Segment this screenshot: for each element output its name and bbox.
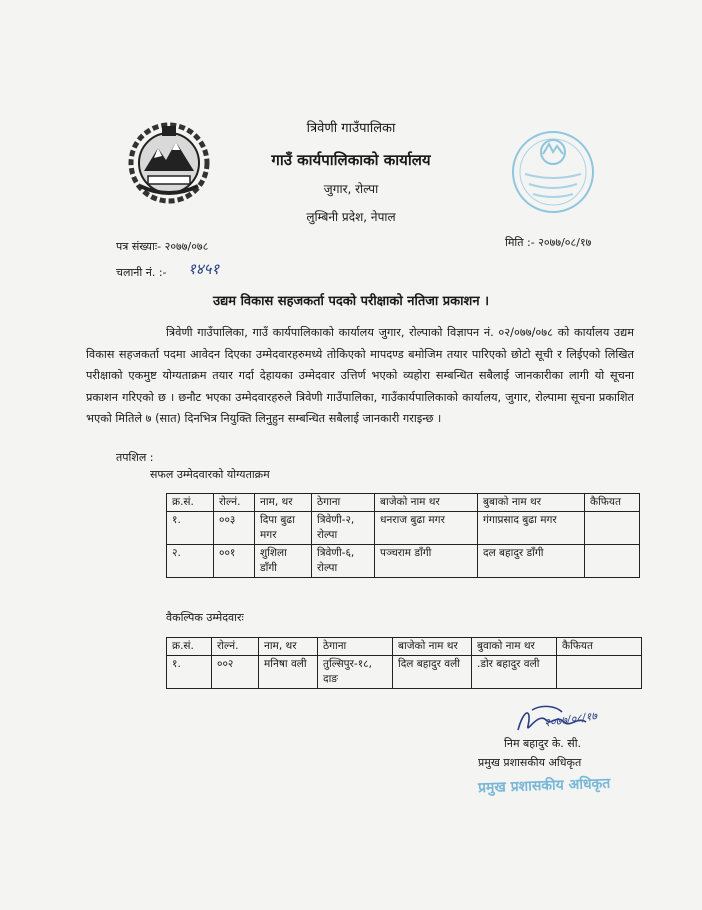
cell-serial: १. — [167, 656, 212, 689]
table1-caption: सफल उम्मेदवारको योग्यताक्रम — [150, 468, 270, 481]
cell-serial: १. — [167, 512, 214, 545]
col-father: बुवाको नाम थर — [472, 638, 557, 656]
cell-name: मनिषा वली — [259, 656, 318, 689]
cell-remarks — [585, 545, 640, 578]
cell-serial: २. — [167, 545, 214, 578]
table-row — [167, 656, 642, 689]
subject-line: उद्यम विकास सहजकर्ता पदको परीक्षाको नतिजा प्रकाशन । — [212, 294, 490, 309]
dispatch-label: चलानी नं. :- — [116, 266, 167, 279]
signatory-name: निम बहादुर के. सी. — [504, 737, 582, 750]
col-name: नाम, थर — [255, 494, 312, 512]
province-address: लुम्बिनी प्रदेश, नेपाल — [306, 210, 396, 224]
col-remarks: कैफियत — [557, 638, 642, 656]
table-row — [167, 545, 640, 578]
col-father: बुबाको नाम थर — [478, 494, 585, 512]
col-serial: क्र.सं. — [167, 638, 212, 656]
col-address: ठेगाना — [312, 494, 375, 512]
col-name: नाम, थर — [259, 638, 318, 656]
office-address: जुगार, रोल्पा — [323, 182, 379, 196]
col-serial: क्र.सं. — [167, 494, 214, 512]
cell-address: त्रिवेणी-२, रोल्पा — [312, 512, 375, 545]
table-row — [167, 512, 640, 545]
cell-father: गंगाप्रसाद बुढा मगर — [478, 512, 585, 545]
col-remarks: कैफियत — [585, 494, 640, 512]
col-roll: रोल्नं. — [212, 638, 259, 656]
cell-address: त्रिवेणी-६, रोल्पा — [312, 545, 375, 578]
col-address: ठेगाना — [318, 638, 393, 656]
cell-remarks — [585, 512, 640, 545]
alternate-candidates-table — [166, 637, 642, 689]
cell-grandfather: दिल बहादुर वली — [393, 656, 472, 689]
signatory-title: प्रमुख प्रशासकीय अधिकृत — [478, 756, 582, 769]
office-seal-stamp-icon — [505, 124, 605, 219]
official-title-stamp: प्रमुख प्रशासकीय अधिकृत — [477, 775, 611, 797]
cell-roll: ००३ — [214, 512, 255, 545]
cell-roll: ००२ — [212, 656, 259, 689]
col-grandfather: बाजेको नाम थर — [375, 494, 478, 512]
cell-address: तुल्सिपुर-१८, दाङ — [318, 656, 393, 689]
cell-roll: ००१ — [214, 545, 255, 578]
office-name: गाउँ कार्यपालिकाको कार्यालय — [271, 151, 431, 169]
cell-father: दल बहादुर डाँगी — [478, 545, 585, 578]
col-grandfather: बाजेको नाम थर — [393, 638, 472, 656]
table-header-row — [167, 494, 640, 512]
letter-number: पत्र संख्याः- २०७७/०७८ — [116, 240, 209, 253]
cell-grandfather: धनराज बुढा मगर — [375, 512, 478, 545]
cell-name: दिपा बुढा मगर — [255, 512, 312, 545]
body-paragraph: त्रिवेणी गाउँपालिका, गाउँ कार्यपालिकाको कार्यालय जुगार, रोल्पाको विज्ञापन नं. ०२/०७७/०७८ को कार्यालय उद्यम विकास सहजकर्ता पदमा आवेदन दिएका उम्मेदवारहरुमध्ये तोकिएको मापदण्ड बमोजिम तयार पारिएको छोटो सूची र लिईएको लिखित परीक्षाको एकमुष्ट योग्यताक्रम तयार गर्दा देहायका उम्मेदवार उत्तिर्ण भएको व्यहोरा सम्बन्धित सबैलाई जानकारीका लागी यो सूचना प्रकाशन गरिएको छ । छनौट भएका उम्मेदवारहरुले त्रिवेणी गाउँपालिका, गाउँकार्यपालिकाको कार्यालय, जुगार, रोल्पामा सूचना प्रकाशित भएको मितिले ७ (सात) दिनभित्र नियुक्ति लिनुहुन सम्बन्धित सबैलाई जानकारी गराइन्छ । — [86, 326, 634, 425]
cell-name: शुशिला डाँगी — [255, 545, 312, 578]
table2-caption: वैकल्पिक उम्मेदवारः — [166, 611, 244, 624]
cell-remarks — [557, 656, 642, 689]
dispatch-number: १४५१ — [188, 260, 220, 278]
details-label: तपशिल : — [116, 451, 154, 464]
municipality-name: त्रिवेणी गाउँपालिका — [306, 121, 396, 136]
cell-grandfather: पञ्चराम डाँगी — [375, 545, 478, 578]
handwritten-date: २०७७/०८/१७ — [543, 709, 598, 730]
cell-father: .डोर बहादुर वली — [472, 656, 557, 689]
successful-candidates-table — [166, 493, 640, 578]
letter-date: मिति :- २०७७/०८/१७ — [505, 236, 592, 249]
col-roll: रोल्नं. — [214, 494, 255, 512]
table-header-row — [167, 638, 642, 656]
